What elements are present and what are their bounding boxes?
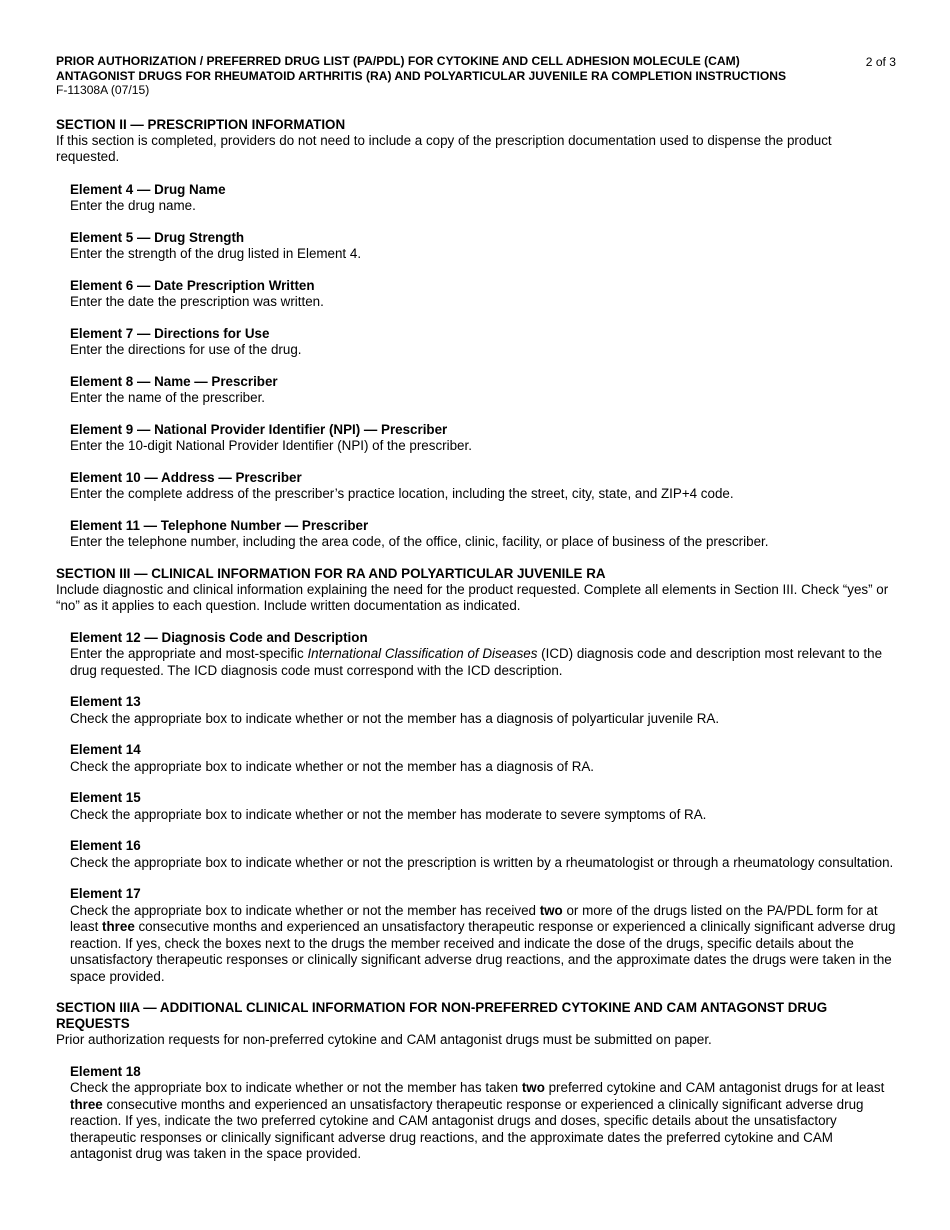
element-text: Check the appropriate box to indicate whether or not the member has taken two preferred cytokine and CAM antagonist drugs for at least three consecutive months and experienced an unsatisfactory therapeutic response or experienced a clinically significant adverse drug reaction. If yes, indicate the two preferred cytokine and CAM antagonist drugs and doses, specific details about the unsatisfactory therapeutic responses or clinically significant adverse drug reactions, and the approximate dates the preferred cytokine and CAM antagonist drug was taken in the space provided. bbox=[70, 1080, 885, 1161]
element-6 bbox=[70, 278, 896, 311]
element-text: Check the appropriate box to indicate whether or not the prescription is written by a rheumatologist or through a rheumatology consultation. bbox=[70, 854, 894, 870]
section-2-intro: If this section is completed, providers do not need to include a copy of the prescription documentation used to dispense the product requested. bbox=[56, 132, 832, 164]
element-8 bbox=[70, 374, 896, 407]
element-text: Enter the drug name. bbox=[70, 198, 196, 213]
form-id: F-11308A (07/15) bbox=[56, 83, 150, 97]
section-3-intro: Include diagnostic and clinical information explaining the need for the product requested. Complete all elements in Section III. Check “yes” or “no” as it applies to each question. Include written documentation as indicated. bbox=[56, 581, 889, 613]
section-3a-heading: SECTION IIIA — ADDITIONAL CLINICAL INFORMATION FOR NON-PREFERRED CYTOKINE AND CAM ANTAGONST DRUG REQUESTS bbox=[56, 1000, 828, 1031]
element-text: Check the appropriate box to indicate whether or not the member has a diagnosis of polyarticular juvenile RA. bbox=[70, 710, 720, 726]
section-3a-intro: Prior authorization requests for non-preferred cytokine and CAM antagonist drugs must be submitted on paper. bbox=[56, 1032, 712, 1047]
element-text: Enter the complete address of the prescriber’s practice location, including the street, city, state, and ZIP+4 code. bbox=[70, 486, 734, 501]
element-text: Check the appropriate box to indicate whether or not the member has received two or more of the drugs listed on the PA/PDL form for at least three consecutive months and experienced an unsatisfactory therapeutic response or experienced a clinically significant adverse drug reaction. If yes, check the boxes next to the drugs the member received and indicate the dose of the drugs, specific details about the unsatisfactory therapeutic responses or clinically significant adverse drug reactions, and the approximate dates the drugs were taken in the space provided. bbox=[70, 902, 896, 984]
element-text: Check the appropriate box to indicate whether or not the member has moderate to severe symptoms of RA. bbox=[70, 806, 707, 822]
element-title: Element 12 — Diagnosis Code and Description bbox=[70, 629, 368, 645]
form-title-line-2: ANTAGONIST DRUGS FOR RHEUMATOID ARTHRITIS (RA) AND POLYARTICULAR JUVENILE RA COMPLETION INSTRUCTIONS bbox=[56, 68, 787, 83]
element-text: Enter the date the prescription was written. bbox=[70, 294, 324, 309]
element-12 bbox=[70, 630, 896, 680]
element-title: Element 15 bbox=[70, 790, 141, 805]
element-15 bbox=[70, 790, 896, 823]
document-page bbox=[56, 54, 896, 1163]
element-13 bbox=[70, 694, 896, 727]
element-5 bbox=[70, 230, 896, 263]
page-number: 2 of 3 bbox=[865, 55, 896, 69]
element-text: Enter the strength of the drug listed in Element 4. bbox=[70, 246, 362, 261]
element-16 bbox=[70, 838, 896, 871]
element-title: Element 11 — Telephone Number — Prescriber bbox=[70, 517, 369, 533]
element-text: Enter the 10-digit National Provider Identifier (NPI) of the prescriber. bbox=[70, 438, 472, 453]
form-header bbox=[56, 54, 896, 98]
element-17 bbox=[70, 886, 896, 985]
element-18 bbox=[70, 1064, 896, 1163]
element-title: Element 5 — Drug Strength bbox=[70, 229, 245, 245]
element-title: Element 18 bbox=[70, 1063, 141, 1079]
element-14 bbox=[70, 742, 896, 775]
element-11 bbox=[70, 518, 896, 551]
element-text: Enter the appropriate and most-specific International Classification of Diseases (ICD) diagnosis code and description most relevant to the drug requested. The ICD diagnosis code must correspond with the ICD description. bbox=[70, 646, 883, 678]
element-text: Enter the telephone number, including the area code, of the office, clinic, facility, or place of business of the prescriber. bbox=[70, 534, 769, 549]
element-title: Element 10 — Address — Prescriber bbox=[70, 469, 302, 485]
icd-title-italic: International Classification of Diseases bbox=[307, 646, 538, 661]
element-title: Element 16 bbox=[70, 838, 141, 853]
element-text: Enter the directions for use of the drug. bbox=[70, 342, 302, 357]
element-title: Element 13 bbox=[70, 694, 141, 709]
element-10 bbox=[70, 470, 896, 503]
element-4 bbox=[70, 182, 896, 215]
element-9 bbox=[70, 422, 896, 455]
element-title: Element 6 — Date Prescription Written bbox=[70, 277, 315, 293]
element-title: Element 17 bbox=[70, 886, 141, 901]
element-text: Check the appropriate box to indicate whether or not the member has a diagnosis of RA. bbox=[70, 758, 595, 774]
element-title: Element 7 — Directions for Use bbox=[70, 325, 270, 341]
form-title-line-1: PRIOR AUTHORIZATION / PREFERRED DRUG LIST (PA/PDL) FOR CYTOKINE AND CELL ADHESION MOLECULE (CAM) bbox=[56, 54, 740, 68]
element-title: Element 8 — Name — Prescriber bbox=[70, 373, 278, 389]
element-7 bbox=[70, 326, 896, 359]
section-2-heading: SECTION II — PRESCRIPTION INFORMATION bbox=[56, 116, 346, 132]
element-title: Element 14 bbox=[70, 742, 141, 757]
element-text: Enter the name of the prescriber. bbox=[70, 390, 266, 405]
section-3-heading: SECTION III — CLINICAL INFORMATION FOR RA AND POLYARTICULAR JUVENILE RA bbox=[56, 565, 606, 581]
element-title: Element 4 — Drug Name bbox=[70, 181, 226, 197]
element-title: Element 9 — National Provider Identifier (NPI) — Prescriber bbox=[70, 421, 448, 437]
